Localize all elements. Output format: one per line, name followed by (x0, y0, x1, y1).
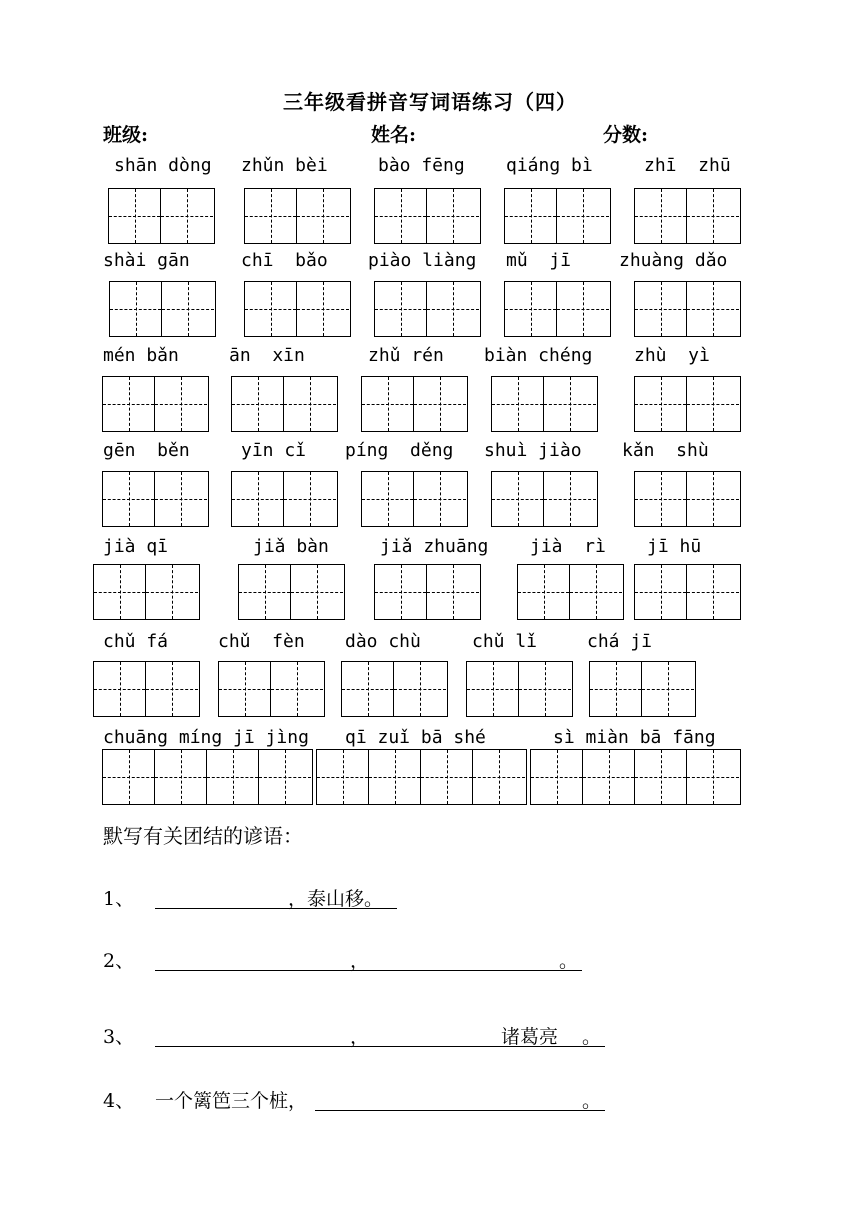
tianzi-cell[interactable] (687, 750, 739, 804)
pinyin-label: qī zuǐ bā shé (345, 727, 486, 748)
tianzi-answer-box[interactable] (361, 376, 468, 432)
pinyin-label: chuāng míng jī jìng (103, 727, 309, 748)
tianzi-cell[interactable] (687, 565, 739, 619)
proverb-text: 一个篱笆三个桩， (155, 1090, 308, 1112)
tianzi-cell[interactable] (94, 565, 146, 619)
pinyin-label: mén bǎn (103, 345, 179, 366)
item-number: 4、 (103, 1090, 135, 1112)
pinyin-label: jiǎ zhuāng (380, 536, 489, 557)
tianzi-answer-box[interactable] (93, 661, 200, 717)
tianzi-cell[interactable] (284, 377, 336, 431)
tianzi-cell[interactable] (362, 472, 414, 526)
answer-blank[interactable] (315, 1110, 605, 1111)
tianzi-cell[interactable] (505, 189, 557, 243)
tianzi-cell[interactable] (155, 750, 207, 804)
proverb-line-2 (0, 946, 860, 976)
tianzi-cell[interactable] (103, 750, 155, 804)
tianzi-answer-box[interactable] (634, 376, 741, 432)
tianzi-cell[interactable] (635, 377, 687, 431)
tianzi-cell[interactable] (94, 662, 146, 716)
tianzi-cell[interactable] (544, 472, 596, 526)
tianzi-answer-box[interactable] (231, 471, 338, 527)
tianzi-cell[interactable] (245, 282, 297, 336)
tianzi-cell[interactable] (687, 189, 739, 243)
tianzi-cell[interactable] (467, 662, 519, 716)
tianzi-answer-box[interactable] (491, 471, 598, 527)
pinyin-label: ān xīn (229, 345, 305, 366)
pinyin-label: biàn chéng (484, 345, 593, 366)
pinyin-label: chá jī (587, 631, 653, 652)
tianzi-cell[interactable] (635, 282, 687, 336)
pinyin-label: zhuàng dǎo (619, 250, 728, 271)
pinyin-label: zhǔn bèi (241, 155, 328, 176)
tianzi-cell[interactable] (146, 565, 198, 619)
pinyin-label: yīn cǐ (241, 440, 307, 461)
tianzi-cell[interactable] (427, 282, 479, 336)
item-number: 3、 (103, 1026, 135, 1048)
tianzi-answer-box[interactable] (491, 376, 598, 432)
tianzi-cell[interactable] (369, 750, 421, 804)
tianzi-cell[interactable] (635, 565, 687, 619)
tianzi-cell[interactable] (146, 662, 198, 716)
tianzi-answer-box[interactable] (108, 188, 215, 244)
tianzi-cell[interactable] (570, 565, 622, 619)
tianzi-cell[interactable] (207, 750, 259, 804)
pinyin-label: gēn běn (103, 440, 190, 461)
tianzi-cell[interactable] (103, 377, 155, 431)
tianzi-cell[interactable] (687, 282, 739, 336)
tianzi-answer-box[interactable] (238, 564, 345, 620)
page-title: 三年级看拼音写词语练习（四） (283, 90, 577, 114)
comma: ， (350, 950, 370, 972)
tianzi-answer-box[interactable] (466, 661, 573, 717)
tianzi-cell[interactable] (362, 377, 414, 431)
proverb-line-3 (0, 1022, 860, 1052)
tianzi-cell[interactable] (414, 472, 466, 526)
tianzi-answer-box[interactable] (634, 281, 741, 337)
pinyin-label: qiáng bì (506, 155, 593, 176)
tianzi-cell[interactable] (271, 662, 323, 716)
tianzi-cell[interactable] (232, 472, 284, 526)
tianzi-cell[interactable] (297, 189, 349, 243)
tianzi-cell[interactable] (342, 662, 394, 716)
pinyin-label: jī hū (647, 536, 702, 557)
tianzi-answer-box[interactable] (102, 749, 313, 805)
tianzi-cell[interactable] (394, 662, 446, 716)
item-number: 1、 (103, 888, 135, 910)
tianzi-cell[interactable] (583, 750, 635, 804)
tianzi-cell[interactable] (635, 189, 687, 243)
tianzi-cell[interactable] (642, 662, 694, 716)
pinyin-label: dào chù (345, 631, 421, 652)
tianzi-cell[interactable] (375, 565, 427, 619)
tianzi-answer-box[interactable] (218, 661, 325, 717)
tianzi-cell[interactable] (414, 377, 466, 431)
tianzi-cell[interactable] (291, 565, 343, 619)
period: 。 (582, 1026, 602, 1048)
tianzi-cell[interactable] (219, 662, 271, 716)
pinyin-label: shuì jiào (484, 440, 582, 461)
tianzi-answer-box[interactable] (341, 661, 448, 717)
pinyin-label: chǔ lǐ (472, 631, 538, 652)
proverb-text: ，泰山移。 (288, 888, 384, 910)
tianzi-cell[interactable] (109, 189, 161, 243)
tianzi-cell[interactable] (590, 662, 642, 716)
pinyin-label: shān dòng (114, 155, 212, 176)
tianzi-cell[interactable] (284, 472, 336, 526)
tianzi-answer-box[interactable] (109, 281, 216, 337)
proverb-line-4 (0, 1086, 860, 1116)
tianzi-answer-box[interactable] (634, 188, 741, 244)
tianzi-cell[interactable] (427, 565, 479, 619)
pinyin-label: jià rì (530, 536, 606, 557)
tianzi-cell[interactable] (557, 282, 609, 336)
tianzi-cell[interactable] (232, 377, 284, 431)
tianzi-cell[interactable] (519, 662, 571, 716)
tianzi-cell[interactable] (492, 377, 544, 431)
tianzi-answer-box[interactable] (530, 749, 741, 805)
class-label: 班级: (103, 124, 149, 146)
tianzi-cell[interactable] (518, 565, 570, 619)
tianzi-cell[interactable] (544, 377, 596, 431)
score-label: 分数: (603, 124, 649, 146)
tianzi-cell[interactable] (375, 282, 427, 336)
pinyin-label: bào fēng (378, 155, 465, 176)
tianzi-cell[interactable] (110, 282, 162, 336)
tianzi-answer-box[interactable] (102, 471, 209, 527)
pinyin-label: mǔ jī (506, 250, 572, 271)
tianzi-cell[interactable] (531, 750, 583, 804)
tianzi-cell[interactable] (492, 472, 544, 526)
tianzi-cell[interactable] (297, 282, 349, 336)
tianzi-cell[interactable] (103, 472, 155, 526)
tianzi-answer-box[interactable] (634, 564, 741, 620)
tianzi-cell[interactable] (421, 750, 473, 804)
tianzi-cell[interactable] (161, 189, 213, 243)
tianzi-answer-box[interactable] (504, 281, 611, 337)
tianzi-cell[interactable] (245, 189, 297, 243)
tianzi-cell[interactable] (557, 189, 609, 243)
proverb-line-1 (0, 884, 860, 914)
pinyin-label: jià qī (103, 536, 169, 557)
tianzi-answer-box[interactable] (102, 376, 209, 432)
tianzi-answer-box[interactable] (517, 564, 624, 620)
tianzi-cell[interactable] (155, 377, 207, 431)
tianzi-cell[interactable] (162, 282, 214, 336)
tianzi-cell[interactable] (259, 750, 311, 804)
proverb-text: 诸葛亮 (501, 1026, 559, 1048)
name-label: 姓名: (371, 124, 417, 146)
pinyin-label: chǔ fá (103, 631, 169, 652)
pinyin-label: jiǎ bàn (253, 536, 329, 557)
tianzi-answer-box[interactable] (316, 749, 527, 805)
pinyin-label: píng děng (345, 440, 454, 461)
period: 。 (582, 1090, 602, 1112)
comma: ， (350, 1026, 370, 1048)
item-number: 2、 (103, 950, 135, 972)
tianzi-cell[interactable] (635, 750, 687, 804)
tianzi-answer-box[interactable] (634, 471, 741, 527)
tianzi-cell[interactable] (375, 189, 427, 243)
pinyin-label: zhǔ rén (368, 345, 444, 366)
tianzi-answer-box[interactable] (231, 376, 338, 432)
pinyin-label: chǔ fèn (218, 631, 305, 652)
dictation-heading: 默写有关团结的谚语： (103, 824, 303, 848)
tianzi-cell[interactable] (155, 472, 207, 526)
tianzi-answer-box[interactable] (244, 188, 351, 244)
tianzi-cell[interactable] (635, 472, 687, 526)
tianzi-answer-box[interactable] (93, 564, 200, 620)
pinyin-label: piào liàng (368, 250, 477, 271)
tianzi-cell[interactable] (687, 472, 739, 526)
tianzi-answer-box[interactable] (504, 188, 611, 244)
tianzi-answer-box[interactable] (589, 661, 696, 717)
tianzi-cell[interactable] (505, 282, 557, 336)
tianzi-answer-box[interactable] (244, 281, 351, 337)
tianzi-answer-box[interactable] (361, 471, 468, 527)
period: 。 (559, 950, 579, 972)
pinyin-label: zhī zhū (644, 155, 731, 176)
pinyin-label: sì miàn bā fāng (553, 727, 716, 748)
tianzi-cell[interactable] (687, 377, 739, 431)
tianzi-answer-box[interactable] (374, 564, 481, 620)
pinyin-label: chī bǎo (241, 250, 328, 271)
pinyin-label: shài gān (103, 250, 190, 271)
tianzi-answer-box[interactable] (374, 281, 481, 337)
tianzi-cell[interactable] (317, 750, 369, 804)
tianzi-answer-box[interactable] (374, 188, 481, 244)
tianzi-cell[interactable] (427, 189, 479, 243)
tianzi-cell[interactable] (239, 565, 291, 619)
tianzi-cell[interactable] (473, 750, 525, 804)
pinyin-label: zhù yì (634, 345, 710, 366)
pinyin-label: kǎn shù (622, 440, 709, 461)
